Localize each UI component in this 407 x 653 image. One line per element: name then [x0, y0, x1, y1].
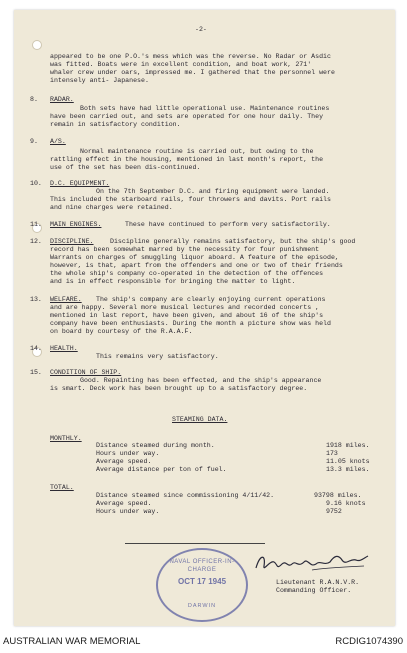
section-heading: RADAR. [50, 96, 74, 103]
data-value: 13.3 miles. [326, 466, 370, 473]
section-heading: CONDITION OF SHIP. [50, 369, 122, 376]
body-line: Both sets have had little operational use. Maintenance routines [80, 105, 330, 112]
body-line: on board by courtesy of the R.A.A.F. [50, 328, 193, 335]
data-value: 9752 [326, 508, 342, 515]
monthly-label: MONTHLY. [50, 435, 82, 442]
section-number: 14. [30, 345, 42, 352]
body-line: Good. Repainting has been effected, and the ship's appearance [80, 377, 322, 384]
divider-line [125, 543, 265, 544]
section-number: 9. [30, 138, 38, 145]
data-value: 9.16 knots [326, 500, 366, 507]
stamp-date: OCT 17 1945 [177, 577, 227, 586]
punch-hole [32, 40, 42, 50]
document-page [14, 10, 395, 626]
body-line: mentioned in last report, have been given, and about 16 of the ship's [50, 312, 324, 319]
section-number: 10. [30, 180, 42, 187]
section-heading: HEALTH. [50, 345, 78, 352]
handwritten-signature [252, 550, 370, 576]
data-value: 1918 miles. [326, 442, 370, 449]
section-number: 13. [30, 296, 42, 303]
data-value: 93798 miles. [314, 492, 362, 499]
data-label: Average distance per ton of fuel. [96, 466, 227, 473]
body-line: This included the starboard rails, four throwers and davits. Port rails [50, 196, 331, 203]
data-label: Distance steamed during month. [96, 442, 215, 449]
signatory-title: Commanding Officer. [276, 587, 352, 594]
data-value: 11.05 knots [326, 458, 370, 465]
section-number: 8. [30, 96, 38, 103]
body-line: This remains very satisfactory. [96, 353, 219, 360]
total-label: TOTAL. [50, 484, 74, 491]
body-line: however, is that, apart from the offenders and one or two of their friends [50, 262, 343, 269]
data-label: Average speed. [96, 458, 152, 465]
section-heading: A/S. [50, 138, 66, 145]
body-line: use of the set has been dis-continued. [50, 164, 201, 171]
body-line: Warrants on charges of smuggling liquor aboard. A feature of the episode, [50, 254, 339, 261]
body-line: appeared to be one P.O.'s mess which was the reverse. No Radar or Asdic [50, 53, 331, 60]
body-line: These have continued to perform very satisfactorily. [125, 221, 331, 228]
body-line: rattling effect in the housing, mentioned in last month's report, the [50, 156, 324, 163]
body-line: and are happy. Several more musical lectures and recorded concerts , [50, 304, 320, 311]
body-line: and nine charges were retained. [50, 204, 173, 211]
stamp-bottom-text: DARWIN [187, 603, 217, 609]
body-line: Discipline generally remains satisfactory, but the ship's good [110, 238, 356, 245]
body-line: whaler crew under oars, impressed me. I gathered that the personnel were [50, 69, 335, 76]
data-label: Hours under way. [96, 508, 160, 515]
naval-officer-stamp [156, 548, 248, 622]
body-line: The ship's company are clearly enjoying current operations [96, 296, 326, 303]
footer-record-id: RCDIG1074390 [335, 636, 403, 647]
body-line: Normal maintenance routine is carried out, but owing to the [80, 148, 314, 155]
body-line: and is in effect responsible for bringing the matter to light. [50, 278, 296, 285]
section-heading: WELFARE. [50, 296, 82, 303]
data-label: Average speed. [96, 500, 152, 507]
page-number: -2- [195, 26, 207, 33]
section-heading: D.C. EQUIPMENT. [50, 180, 110, 187]
body-line: intensely anti- Japanese. [50, 77, 149, 84]
body-line: record has been somewhat marred by the necessity for four punishment [50, 246, 320, 253]
section-heading: MAIN ENGINES. [50, 221, 102, 228]
section-number: 11. [30, 221, 42, 228]
signatory-rank: Lieutenant R.A.N.V.R. [276, 579, 360, 586]
steaming-title: STEAMING DATA. [172, 416, 228, 423]
body-line: remain in satisfactory condition. [50, 121, 181, 128]
data-label: Distance steamed since commissioning 4/11/42. [96, 492, 275, 499]
body-line: the whole ship's company co-operated in the detection of the offences [50, 270, 324, 277]
data-label: Hours under way. [96, 450, 160, 457]
body-line: was fitted. Boats were in excellent condition, and boat work, 271' [50, 61, 312, 68]
body-line: On the 7th September D.C. and firing equipment were landed. [96, 188, 330, 195]
section-heading: DISCIPLINE. [50, 238, 94, 245]
stamp-top-text: NAVAL OFFICER-IN-CHARGE [169, 559, 235, 574]
data-value: 173 [326, 450, 338, 457]
body-line: company have been enthusiasts. During the month a picture show was held [50, 320, 331, 327]
body-line: have been carried out, and sets are operated for one hour daily. They [50, 113, 324, 120]
footer-archive-name: AUSTRALIAN WAR MEMORIAL [3, 636, 141, 647]
body-line: is smart. Deck work has been brought up to a satisfactory degree. [50, 385, 308, 392]
section-number: 12. [30, 238, 42, 245]
section-number: 15. [30, 369, 42, 376]
